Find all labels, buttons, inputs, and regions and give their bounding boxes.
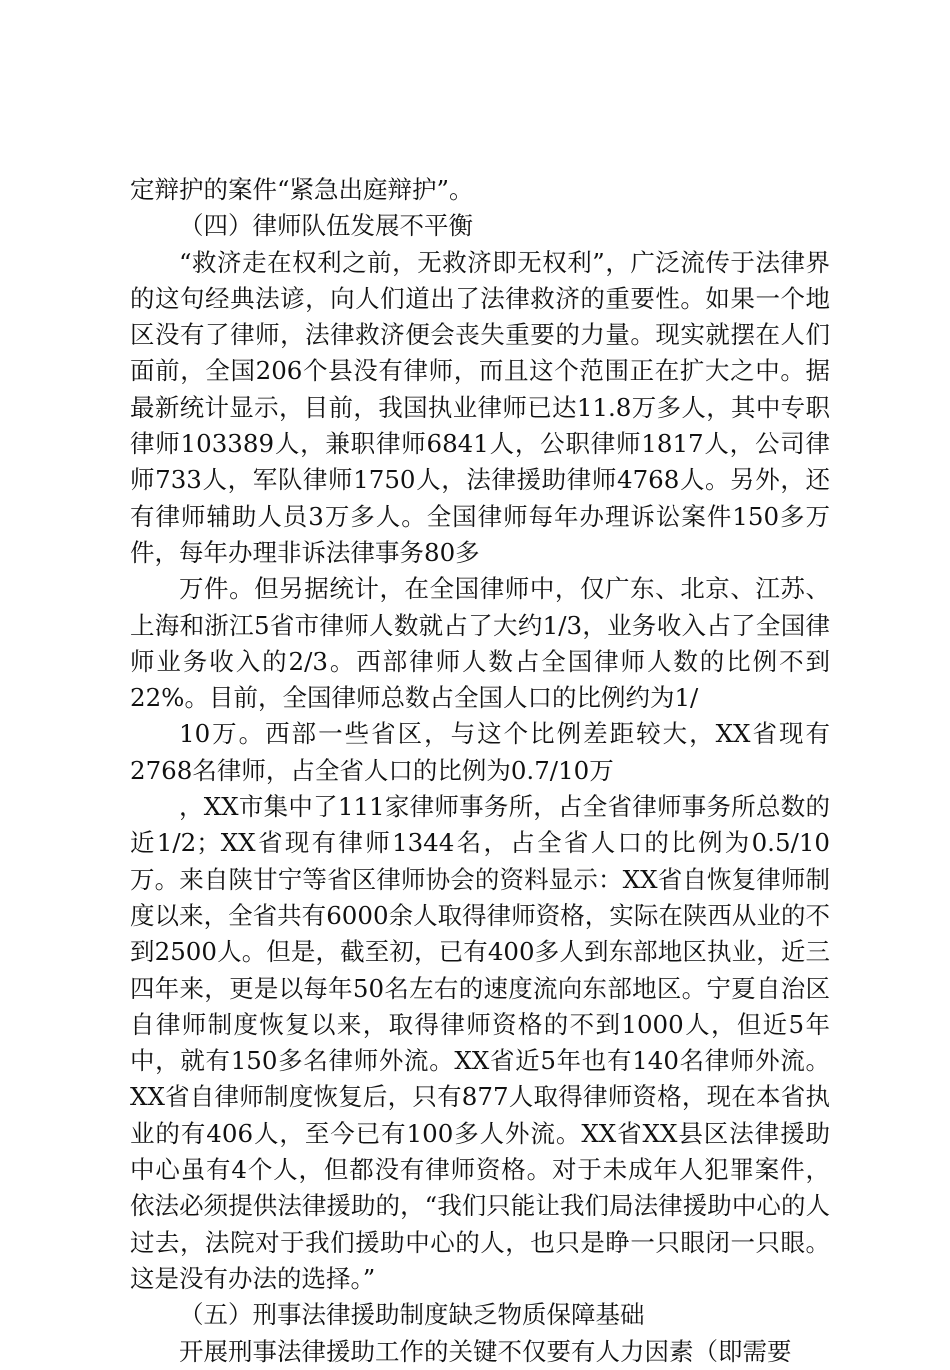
paragraph-continuation: 定辩护的案件“紧急出庭辩护”。 (130, 175, 474, 204)
paragraph-lawyer-outflow: ，XX市集中了111家律师事务所，占全省律师事务所总数的近1/2；XX省现有律师1344名，占全省人口的比例为0.5/10万。来自陕甘宁等省区律师协会的资料显示：XX省自恢复律师制度以来，全省共有6000余人取得律师资格，实际在陕西从业的不到2500人。但是，截至初，已有400多人到东部地区执业，近三四年来，更是以每年50名左右的速度流向东部地区。宁夏自治区自律师制度恢复以来，取得律师资格的不到1000人，但近5年中，就有150多名律师外流。XX省近5年也有140名律师外流。XX省自律师制度恢复后，只有877人取得律师资格，现在本省执业的有406人，至今已有100多人外流。XX省XX县区法律援助中心虽有4个人，但都没有律师资格。对于未成年人犯罪案件，依法必须提供法律援助的，“我们只能让我们局法律援助中心的人过去，法院对于我们援助中心的人，也只是睁一只眼闭一只眼。这是没有办法的选择。” (130, 792, 830, 1293)
paragraph-lawyer-statistics: “救济走在权利之前，无救济即无权利”，广泛流传于法律界的这句经典法谚，向人们道出了法律救济的重要性。如果一个地区没有了律师，法律救济便会丧失重要的力量。现实就摆在人们面前，全国206个县没有律师，而且这个范围正在扩大之中。据最新统计显示，目前，我国执业律师已达11.8万多人，其中专职律师103389人，兼职律师6841人，公职律师1817人，公司律师733人，军队律师1750人，法律援助律师4768人。另外，还有律师辅助人员3万多人。全国律师每年办理诉讼案件150多万件，每年办理非诉法律事务80多 (130, 247, 830, 567)
paragraph-material-guarantee: 开展刑事法律援助工作的关键不仅要有人力因素（即需要 (179, 1336, 792, 1366)
paragraph-western-ratio: 10万。西部一些省区，与这个比例差距较大，XX省现有2768名律师，占全省人口的比例为0.7/10万 (130, 719, 830, 785)
section-heading-4: （四）律师队伍发展不平衡 (179, 211, 473, 241)
section-heading-5: （五）刑事法律援助制度缺乏物质保障基础 (179, 1300, 645, 1330)
paragraph-regional-distribution: 万件。但另据统计，在全国律师中，仅广东、北京、江苏、上海和浙江5省市律师人数就占了大约1/3，业务收入占了全国律师业务收入的2/3。西部律师人数占全国律师人数的比例不到22%。目前，全国律师总数占全国人口的比例约为1/ (130, 574, 830, 713)
document-body (130, 172, 830, 1370)
